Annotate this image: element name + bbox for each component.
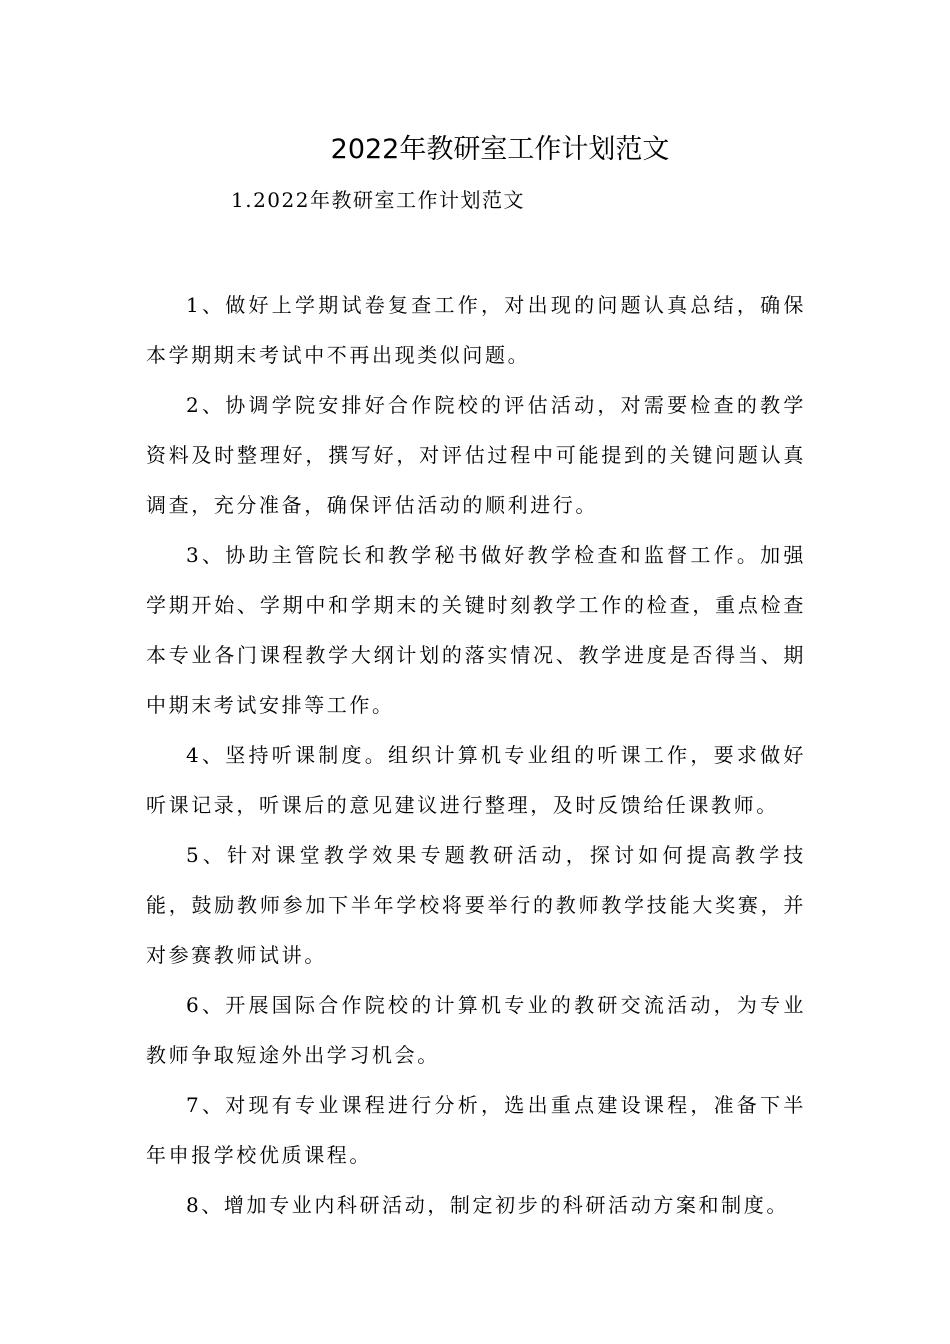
paragraph-5: 5、针对课堂教学效果专题教研活动，探讨如何提高教学技能，鼓励教师参加下半年学校将要举行的教师教学技能大奖赛，并对参赛教师试讲。 xyxy=(146,843,806,967)
paragraph-4: 4、坚持听课制度。组织计算机专业组的听课工作，要求做好听课记录，听课后的意见建议进行整理，及时反馈给任课教师。 xyxy=(146,743,806,817)
paragraph-3: 3、协助主管院长和教学秘书做好教学检查和监督工作。加强学期开始、学期中和学期末的关键时刻教学工作的检查，重点检查本专业各门课程教学大纲计划的落实情况、教学进度是否得当、期中期末考试安排等工作。 xyxy=(146,543,806,717)
document-body xyxy=(146,280,806,1230)
paragraph-6: 6、开展国际合作院校的计算机专业的教研交流活动，为专业教师争取短途外出学习机会。 xyxy=(146,993,806,1067)
paragraph-2: 2、协调学院安排好合作院校的评估活动，对需要检查的教学资料及时整理好，撰写好，对评估过程中可能提到的关键问题认真调查，充分准备，确保评估活动的顺利进行。 xyxy=(146,393,806,517)
paragraph-7: 7、对现有专业课程进行分析，选出重点建设课程，准备下半年申报学校优质课程。 xyxy=(146,1093,806,1167)
paragraph-8: 8、增加专业内科研活动，制定初步的科研活动方案和制度。 xyxy=(186,1193,789,1217)
document-subtitle: 1.2022年教研室工作计划范文 xyxy=(231,188,525,212)
paragraph-1: 1、做好上学期试卷复查工作，对出现的问题认真总结，确保本学期期末考试中不再出现类似问题。 xyxy=(146,293,806,367)
document-title: 2022年教研室工作计划范文 xyxy=(330,134,670,165)
